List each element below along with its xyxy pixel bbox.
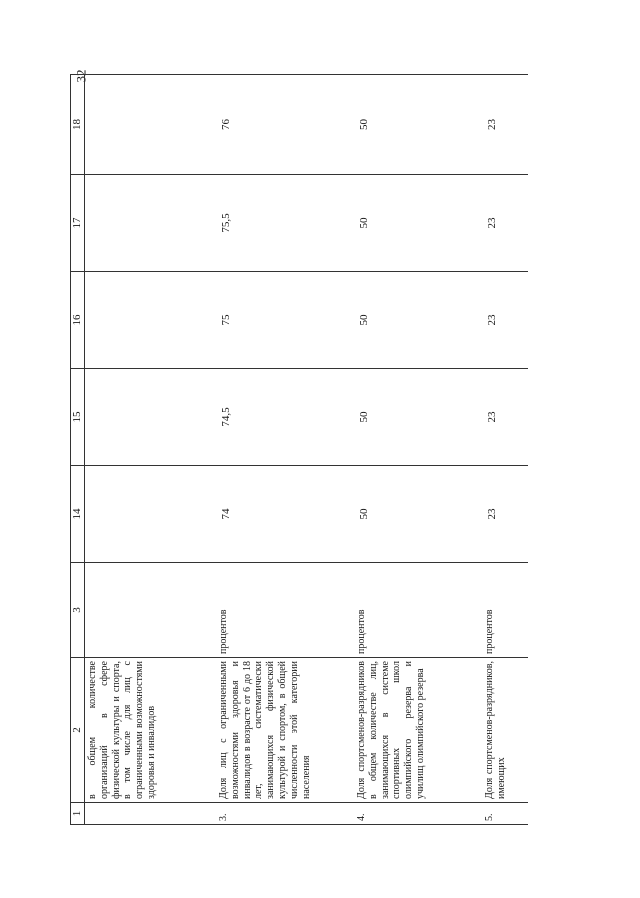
unit-cell: процентов <box>482 563 528 658</box>
value-cell: 50 <box>354 75 482 175</box>
indicator-text: Доля спортсменов-разрядников в общем количестве лиц, занимающихся в системе спортивных школ олимпийского резерва и училищ олимпийского резерва <box>354 658 482 803</box>
table-header-row <box>71 75 85 825</box>
value-cell: 23 <box>482 75 528 175</box>
indicator-text: Доля лиц с ограниченными возможностями здоровья и инвалидов в возрасте от 6 до 18 лет, систематически занимающихся физической культурой и спортом, в общей численности этой категории населения <box>216 658 354 803</box>
unit-cell: процентов <box>216 563 354 658</box>
table-row <box>354 75 482 825</box>
header-cell: 14 <box>71 466 85 563</box>
value-cell: 50 <box>354 466 482 563</box>
value-cell: 23 <box>482 272 528 369</box>
value-cell: 74 <box>216 466 354 563</box>
row-number <box>84 803 216 825</box>
rotated-table-container <box>70 75 570 825</box>
header-cell: 16 <box>71 272 85 369</box>
table-row <box>216 75 354 825</box>
value-cell <box>84 466 216 563</box>
value-cell: 23 <box>482 466 528 563</box>
header-cell: 15 <box>71 369 85 466</box>
value-cell: 50 <box>354 272 482 369</box>
page-number: 32 <box>73 69 89 83</box>
header-cell: 17 <box>71 175 85 272</box>
unit-cell <box>84 563 216 658</box>
unit-cell: процентов <box>354 563 482 658</box>
value-cell: 50 <box>354 369 482 466</box>
table-row <box>482 75 528 825</box>
row-number: 5. <box>482 803 528 825</box>
header-cell: 2 <box>71 658 85 803</box>
header-cell: 1 <box>71 803 85 825</box>
header-cell: 18 <box>71 75 85 175</box>
value-cell: 75,5 <box>216 175 354 272</box>
value-cell: 74,5 <box>216 369 354 466</box>
value-cell <box>84 272 216 369</box>
value-cell <box>84 175 216 272</box>
indicator-text: Доля спортсменов-разрядников, имеющих <box>482 658 528 803</box>
value-cell: 50 <box>354 175 482 272</box>
row-number: 4. <box>354 803 482 825</box>
indicator-text: в общем количестве организаций в сфере физической культуры и спорта, в том числе для лиц с ограниченными возможностями здоровья и инвалидов <box>84 658 216 803</box>
row-number: 3. <box>216 803 354 825</box>
indicators-table <box>70 74 528 825</box>
value-cell <box>84 369 216 466</box>
value-cell: 23 <box>482 175 528 272</box>
value-cell: 75 <box>216 272 354 369</box>
table-row <box>84 75 216 825</box>
value-cell: 76 <box>216 75 354 175</box>
value-cell: 23 <box>482 369 528 466</box>
value-cell <box>84 75 216 175</box>
header-cell: 3 <box>71 563 85 658</box>
